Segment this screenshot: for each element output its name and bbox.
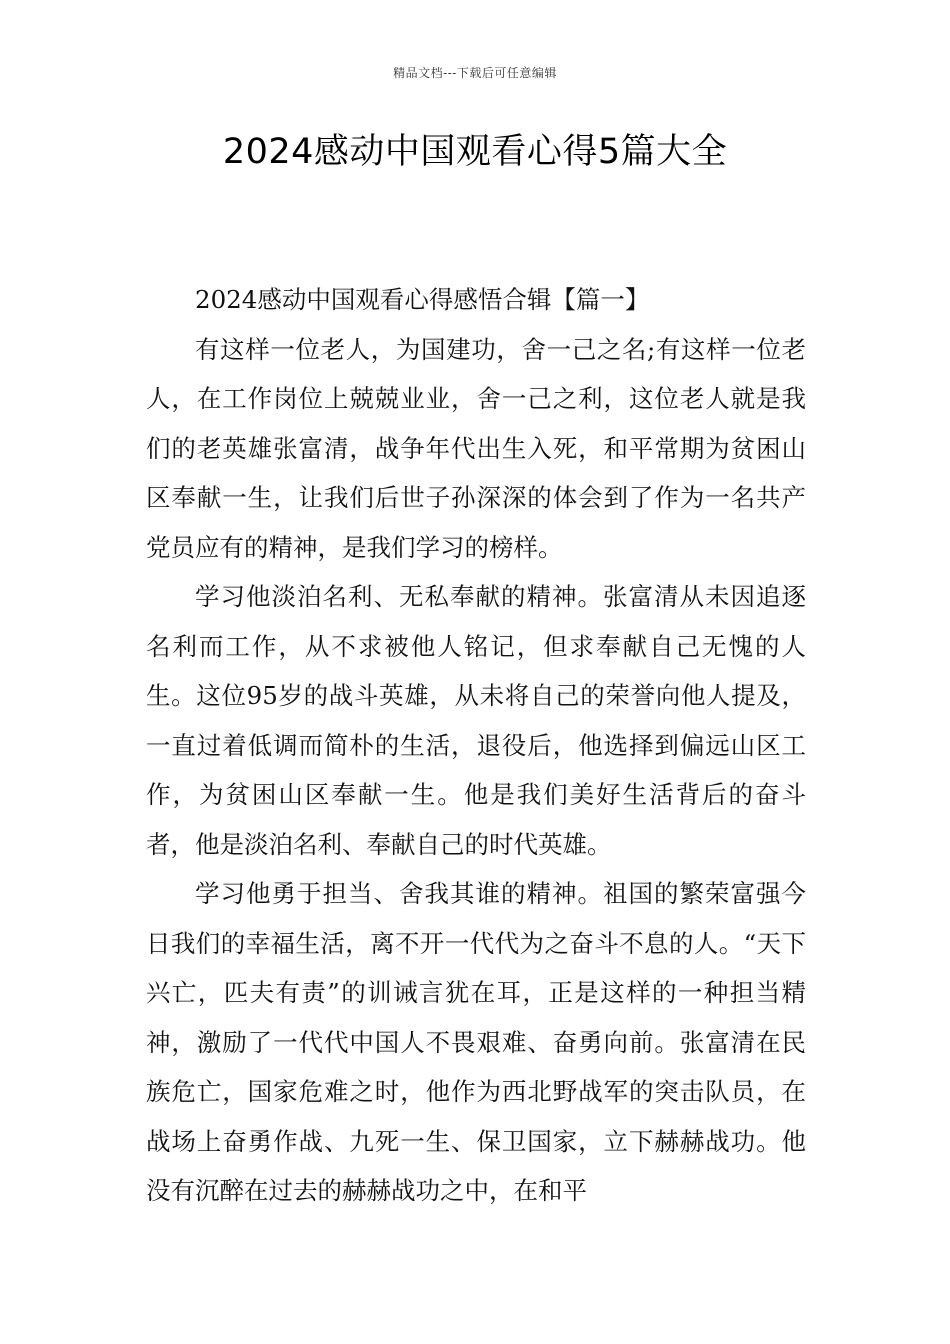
section-heading: 2024感动中国观看心得感悟合辑【篇一】	[195, 285, 650, 314]
paragraph-2: 学习他淡泊名利、无私奉献的精神。张富清从未因追逐名利而工作，从不求被他人铭记，但求奉献自己无愧的人生。这位95岁的战斗英雄，从未将自己的荣誉向他人提及，一直过着低调而简朴的生活，退役后，他选择到偏远山区工作，为贫困山区奉献一生。他是我们美好生活背后的奋斗者，他是淡泊名利、奉献自己的时代英雄。	[146, 582, 806, 859]
document-title: 2024感动中国观看心得5篇大全	[222, 132, 728, 172]
header-note: 精品文档---下载后可任意编辑	[393, 66, 557, 80]
document-body	[146, 275, 806, 1216]
paragraph-1: 有这样一位老人，为国建功，舍一己之名;有这样一位老人，在工作岗位上兢兢业业，舍一己之利，这位老人就是我们的老英雄张富清，战争年代出生入死，和平常期为贫困山区奉献一生，让我们后世子孙深深的体会到了作为一名共产党员应有的精神，是我们学习的榜样。	[146, 334, 806, 562]
paragraph-3: 学习他勇于担当、舍我其谁的精神。祖国的繁荣富强今日我们的幸福生活，离不开一代代为之奋斗不息的人。“天下兴亡，匹夫有责”的训诫言犹在耳，正是这样的一种担当精神，激励了一代代中国人不畏艰难、奋勇向前。张富清在民族危亡，国家危难之时，他作为西北野战军的突击队员，在战场上奋勇作战、九死一生、保卫国家，立下赫赫战功。他没有沉醉在过去的赫赫战功之中，在和平	[146, 879, 806, 1205]
